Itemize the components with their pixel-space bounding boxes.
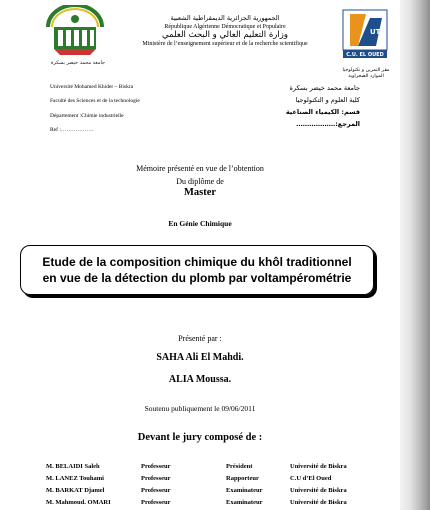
right-department: قسم: الكيمياء الصناعية xyxy=(285,108,360,116)
jury-title: Devant le jury composé de : xyxy=(137,432,263,443)
thesis-title-box xyxy=(20,245,374,295)
jury-institution: C.U d’El Oued xyxy=(290,475,332,482)
jury-institution: Université de Biskra xyxy=(290,499,347,506)
author-2: ALIA Moussa. xyxy=(168,374,232,385)
defense-date: Soutenu publiquement le 09/06/2011 xyxy=(144,404,256,413)
thesis-title-line1: Etude de la composition chimique du khôl traditionnel xyxy=(42,255,352,269)
left-ref: Ref :……………… xyxy=(50,127,94,133)
memoire-line2: Du diplôme de xyxy=(176,177,224,186)
jury-role: Président xyxy=(226,463,253,470)
jury-institution: Université de Biskra xyxy=(290,487,347,494)
specialty: En Génie Chimique xyxy=(168,219,232,228)
memoire-line1: Mémoire présenté en vue de l’obtention xyxy=(136,164,264,173)
jury-role: Rapporteur xyxy=(226,475,259,482)
university-biskra-logo xyxy=(40,5,110,60)
right-university: جامعة محمد خيضر بسكرة xyxy=(289,84,360,92)
author-1: SAHA Ali El Mahdi. xyxy=(156,352,244,363)
jury-institution: Université de Biskra xyxy=(290,463,347,470)
jury-role: Examinateur xyxy=(226,499,263,506)
header-block xyxy=(110,14,340,48)
thesis-title-line2: en vue de la détection du plomb par voltampérométrie xyxy=(42,271,352,285)
jury-row xyxy=(46,499,386,509)
svg-text:UTS: UTS xyxy=(370,28,386,36)
jury-role: Examinateur xyxy=(226,487,263,494)
cu-el-oued-logo xyxy=(340,8,390,68)
right-faculty: كلية العلوم و التكنولوجيا xyxy=(295,96,360,104)
degree-title: Master xyxy=(183,187,217,198)
left-logo-caption: جامعة محمد خيضر بسكرة xyxy=(50,60,106,66)
jury-name: M. BARKAT Djamel xyxy=(46,487,105,494)
presented-by-label: Présenté par : xyxy=(178,334,222,343)
left-faculty: Faculté des Sciences et de la technologie xyxy=(50,98,140,104)
header-french-republic: République Algérienne Démocratique et Populaire xyxy=(164,23,286,30)
left-department: Département :Chimie industrielle xyxy=(50,113,124,119)
jury-name: M. BELAIDI Saleh xyxy=(46,463,100,470)
jury-grade: Professeur xyxy=(141,499,171,506)
right-logo-caption-line1: مقر التمرين و تكنولوجيا xyxy=(342,68,390,73)
jury-row xyxy=(46,475,386,485)
jury-grade: Professeur xyxy=(141,487,171,494)
jury-row xyxy=(46,487,386,497)
cu-el-oued-logo-text: C.U. EL OUED xyxy=(346,52,384,58)
jury-name: M. LANEZ Touhami xyxy=(46,475,104,482)
header-french-ministry: Ministère de l’enseignement supérieur et de la recherche scientifique xyxy=(142,40,308,47)
right-logo-caption xyxy=(338,68,394,80)
jury-grade: Professeur xyxy=(141,475,171,482)
header-arabic-ministry: وزارة التعليم العالي و البحث العلمي xyxy=(162,30,288,40)
jury-row xyxy=(46,463,386,473)
right-logo-caption-line2: الموارد الصحراوية xyxy=(348,74,384,79)
viewer-scroll-shadow xyxy=(400,0,430,510)
right-ref: المرجع:……………… xyxy=(296,120,360,128)
left-university: Université Mohamed Khider – Biskra xyxy=(50,84,134,90)
jury-name: M. Mahmoud. OMARI xyxy=(46,499,111,506)
jury-grade: Professeur xyxy=(141,463,171,470)
header-arabic-republic: الجمهورية الجزائرية الديمقراطية الشعبية xyxy=(170,14,280,22)
